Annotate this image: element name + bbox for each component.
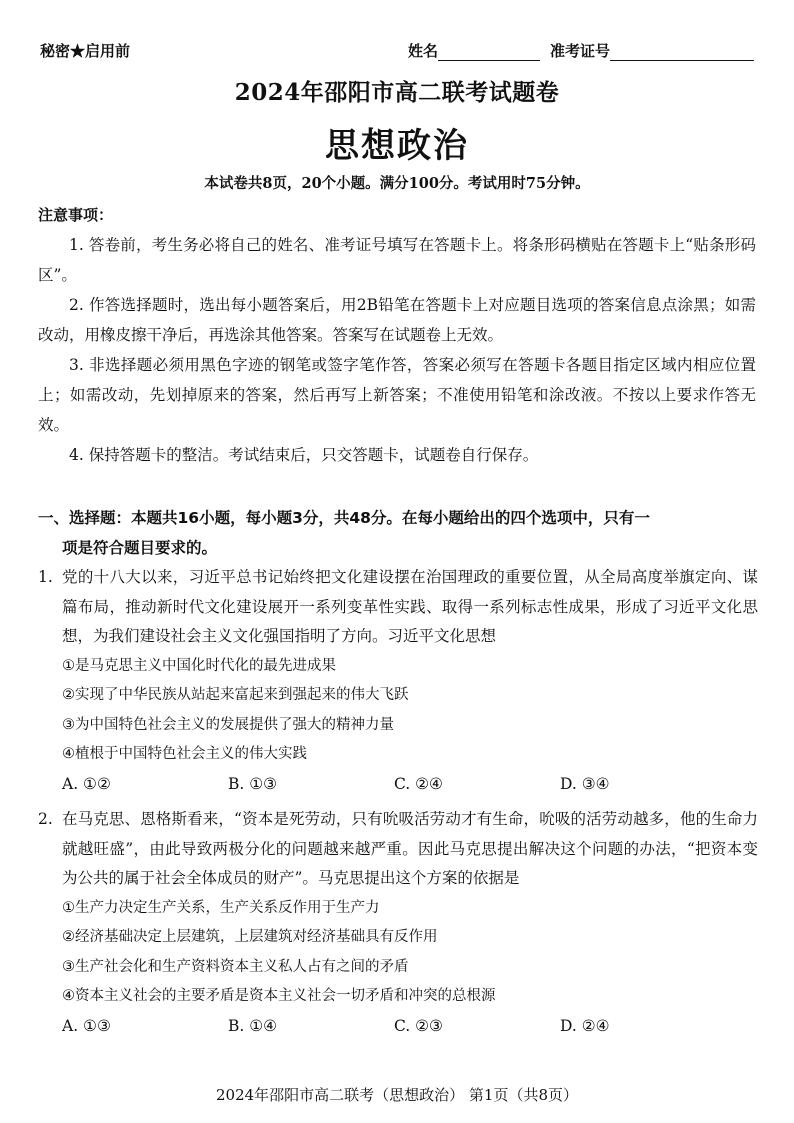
- choice-c: C. ②③: [394, 1016, 443, 1035]
- id-label: 准考证号: [549, 42, 610, 60]
- secret-label: 秘密★启用前: [40, 42, 131, 60]
- subject-title: 思想政治: [325, 126, 469, 166]
- name-blank: [438, 42, 540, 61]
- question-number: 2.: [38, 810, 53, 828]
- section-heading-line1: 一、选择题：本题共16小题，每小题3分，共48分。在每小题给出的四个选项中，只有一: [38, 509, 650, 527]
- section-heading-line2: 项是符合题目要求的。: [62, 539, 218, 557]
- name-label: 姓名: [407, 42, 438, 60]
- answer-choices: [38, 1012, 758, 1042]
- notice-item: 4. 保持答题卡的整洁。考试结束后，只交答题卡，试题卷自行保存。: [69, 446, 539, 464]
- section-heading: [38, 503, 758, 563]
- notice-item: 1. 答卷前，考生务必将自己的姓名、准考证号填写在答题卡上。将条形码横贴在答题卡上“贴条形码区”。: [38, 236, 756, 284]
- statement-option: ③为中国特色社会主义的发展提供了强大的精神力量: [62, 716, 394, 733]
- choice-d: D. ③④: [560, 774, 610, 793]
- candidate-fields: [408, 40, 754, 61]
- question-stem: [38, 805, 758, 894]
- choice-b: B. ①③: [228, 774, 278, 793]
- statement-option: ②经济基础决定上层建筑，上层建筑对经济基础具有反作用: [62, 929, 438, 945]
- statement-option: ④植根于中国特色社会主义的伟大实践: [62, 746, 307, 762]
- question-stem: [38, 563, 758, 652]
- choice-a: A. ①③: [62, 1016, 111, 1035]
- id-blank: [610, 42, 754, 61]
- statement-option: ①是马克思主义中国化时代化的最先进成果: [62, 657, 336, 674]
- question-text: 党的十八大以来，习近平总书记始终把文化建设摆在治国理政的重要位置，从全局高度举旗定向、谋篇布局，推动新时代文化建设展开一系列变革性实践、取得一系列标志性成果，形成了习近平文化思想，为我们建设社会主义文化强国指明了方向。习近平文化思想: [62, 568, 758, 645]
- question-text: 在马克思、恩格斯看来，“资本是死劳动，只有吮吸活劳动才有生命，吮吸的活劳动越多，他的生命力就越旺盛”，由此导致两极分化的问题越来越严重。因此马克思提出解决这个问题的办法，“把资本变为公共的属于社会全体成员的财产”。马克思提出这个方案的依据是: [62, 810, 758, 887]
- exam-title: 2024年邵阳市高二联考试题卷: [234, 79, 560, 106]
- statement-option: ④资本主义社会的主要矛盾是资本主义社会一切矛盾和冲突的总根源: [62, 988, 496, 1004]
- question-1: [38, 563, 758, 799]
- notice-heading: 注意事项：: [38, 206, 114, 224]
- page-footer: 2024年邵阳市高二联考（思想政治） 第1页（共8页）: [215, 1086, 579, 1104]
- header-line: [40, 40, 754, 64]
- statement-option: ③生产社会化和生产资料资本主义私人占有之间的矛盾: [62, 958, 409, 975]
- choice-c: C. ②④: [394, 774, 443, 793]
- question-number: 1.: [38, 568, 53, 586]
- notice-item: 2. 作答选择题时，选出每小题答案后，用2B铅笔在答题卡上对应题目选项的答案信息点涂黑；如需改动，用橡皮擦干净后，再选涂其他答案。答案写在试题卷上无效。: [38, 296, 756, 344]
- notice-list: [38, 230, 756, 470]
- answer-choices: [38, 770, 758, 800]
- choice-a: A. ①②: [62, 774, 111, 793]
- choice-d: D. ②④: [560, 1016, 610, 1035]
- notice-item: 3. 非选择题必须用黑色字迹的钢笔或签字笔作答，答案必须写在答题卡各题目指定区域内相应位置上；如需改动，先划掉原来的答案，然后再写上新答案；不准使用铅笔和涂改液。不按以上要求作答无效。: [38, 356, 757, 434]
- statement-option: ②实现了中华民族从站起来富起来到强起来的伟大飞跃: [62, 687, 409, 703]
- question-2: [38, 805, 758, 1041]
- statement-option: ①生产力决定生产关系，生产关系反作用于生产力: [62, 899, 380, 916]
- exam-info: 本试卷共8页，20个小题。满分100分。考试用时75分钟。: [204, 175, 590, 192]
- choice-b: B. ①④: [228, 1016, 278, 1035]
